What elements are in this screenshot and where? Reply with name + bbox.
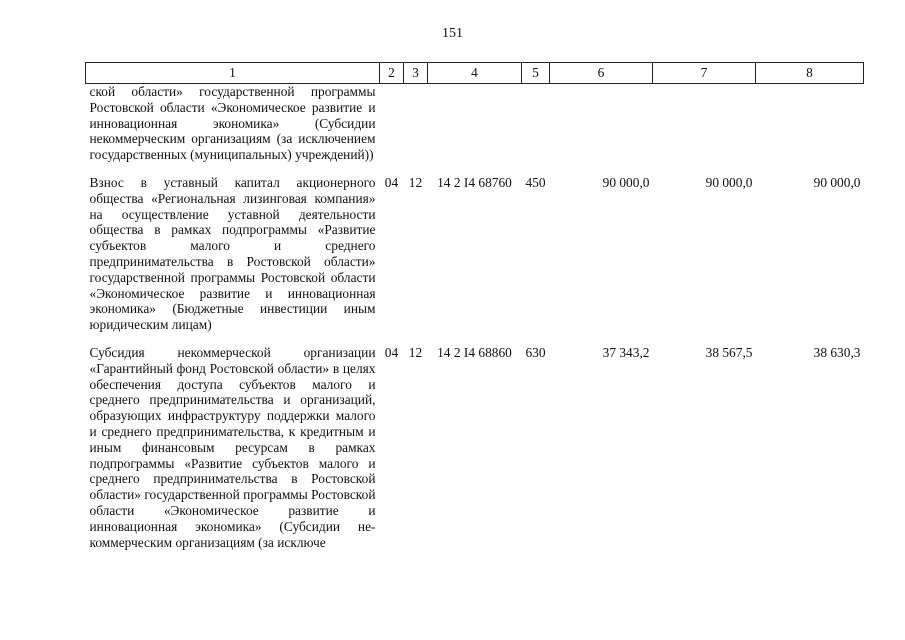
cell-amount-year-2: 38 567,5: [705, 344, 753, 360]
cell-amount-year-1: 90 000,0: [602, 174, 650, 190]
cell-amount-year-1: 37 343,2: [602, 344, 650, 360]
row-description: Взнос в уставный капитал акционерного общества «Региональная лизинговая компания» на осуществление уставной деятельности общества в рамках подпрограммы «Развитие субъектов малого и среднего предпринимательства в Ростовской области» государственной программы Ростовской области «Экономическое развитие и инновационная экономика» (Бюджетные инвестиции иным юридическим лицам): [89, 174, 376, 333]
row-description: ской области» государственной программы Ростовской области «Экономическое развитие и инновационная экономика» (Субсидии некоммерческим организациям (за исключением государственных (муниципальных) учреждений)): [89, 84, 376, 163]
column-header-3: 3: [404, 63, 428, 84]
table-row: [86, 173, 864, 343]
table-row: [86, 84, 864, 173]
column-header-8: 8: [756, 63, 864, 84]
column-header-2: 2: [380, 63, 404, 84]
cell-subsection: 12: [408, 174, 423, 190]
table-header-row: [86, 63, 864, 84]
cell-subsection: 12: [408, 344, 423, 360]
column-header-6: 6: [550, 63, 653, 84]
cell-amount-year-2: 90 000,0: [705, 174, 753, 190]
cell-expense-type: [522, 84, 550, 173]
cell-section: 04: [384, 174, 399, 190]
cell-amount-year-2: [653, 84, 756, 173]
column-header-5: 5: [522, 63, 550, 84]
column-header-4: 4: [428, 63, 522, 84]
cell-expense-type: 450: [525, 174, 546, 190]
cell-target-article: 14 2 I4 68760: [437, 174, 512, 190]
column-header-1: 1: [86, 63, 380, 84]
cell-amount-year-1: [550, 84, 653, 173]
budget-table: [85, 62, 864, 550]
cell-target-article: 14 2 I4 68860: [437, 344, 512, 360]
cell-amount-year-3: [756, 84, 864, 173]
row-description: Субсидия некоммерческой организации «Гарантийный фонд Ростовской области» в целях обеспечения доступа субъектов малого и среднего предпринимательства и организаций, образующих инфраструктуру поддержки малого и среднего предпринимательства, к кредитным и иным финансовым ресурсам в рамках подпрограммы «Развитие субъектов малого и среднего предпринимательства в Ростовской области» государственной программы Ростовской области «Экономическое развитие и инновационная экономика» (Субсидии некоммерческим организациям (за исключе: [89, 344, 376, 550]
page-number: 151: [442, 26, 463, 41]
cell-amount-year-3: 38 630,3: [813, 344, 861, 360]
table-row: [86, 343, 864, 550]
cell-section: [380, 84, 404, 173]
cell-expense-type: 630: [525, 344, 546, 360]
column-header-7: 7: [653, 63, 756, 84]
cell-subsection: [404, 84, 428, 173]
cell-section: 04: [384, 344, 399, 360]
cell-amount-year-3: 90 000,0: [813, 174, 861, 190]
cell-target-article: [428, 84, 522, 173]
